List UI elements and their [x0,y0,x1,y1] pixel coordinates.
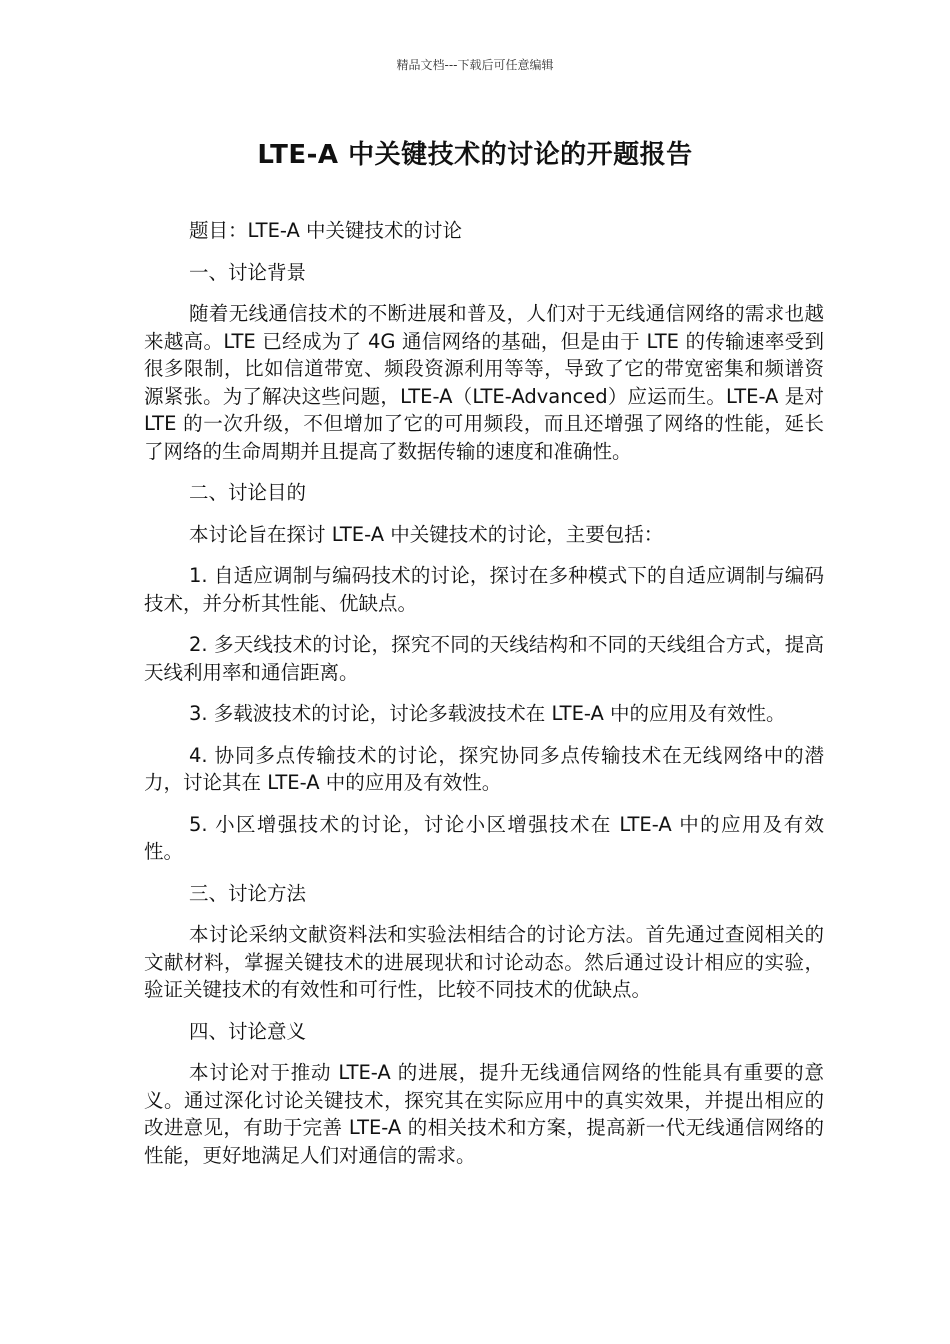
background-paragraph: 随着无线通信技术的不断进展和普及，人们对于无线通信网络的需求也越来越高。LTE 已经成为了 4G 通信网络的基础，但是由于 LTE 的传输速率受到很多限制，比如信道带宽、频段资源利用等等，导致了它的带宽密集和频谱资源紧张。为了解决这些问题，LTE-A（LTE-Advanced）应运而生。LTE-A 是对 LTE 的一次升级，不但增加了它的可用频段，而且还增强了网络的性能，延长了网络的生命周期并且提高了数据传输的速度和准确性。 [144,302,824,463]
section-heading-background: 一、讨论背景 [189,260,307,284]
method-paragraph: 本讨论采纳文献资料法和实验法相结合的讨论方法。首先通过查阅相关的文献材料，掌握关键技术的进展现状和讨论动态。然后通过设计相应的实验，验证关键技术的有效性和可行性，比较不同技术的优缺点。 [144,923,824,1001]
document-body [144,217,824,1183]
section-heading-significance: 四、讨论意义 [189,1019,307,1043]
document-title: LTE-A 中关键技术的讨论的开题报告 [257,140,693,170]
purpose-item-3: 3. 多载波技术的讨论，讨论多载波技术在 LTE-A 中的应用及有效性。 [189,702,786,725]
significance-paragraph: 本讨论对于推动 LTE-A 的进展，提升无线通信网络的性能具有重要的意义。通过深化讨论关键技术，探究其在实际应用中的真实效果，并提出相应的改进意见，有助于完善 LTE-A 的相关技术和方案，提高新一代无线通信网络的性能，更好地满足人们对通信的需求。 [144,1061,824,1167]
section-heading-purpose: 二、讨论目的 [189,481,307,504]
purpose-item-4: 4. 协同多点传输技术的讨论，探究协同多点传输技术在无线网络中的潜力，讨论其在 LTE-A 中的应用及有效性。 [144,743,824,794]
purpose-item-1: 1. 自适应调制与编码技术的讨论，探讨在多种模式下的自适应调制与编码技术，并分析其性能、优缺点。 [144,564,824,615]
section-heading-method: 三、讨论方法 [189,881,307,905]
purpose-intro: 本讨论旨在探讨 LTE-A 中关键技术的讨论，主要包括： [189,522,664,546]
purpose-item-2: 2. 多天线技术的讨论，探究不同的天线结构和不同的天线组合方式，提高天线利用率和通信距离。 [144,633,824,684]
purpose-item-5: 5. 小区增强技术的讨论，讨论小区增强技术在 LTE-A 中的应用及有效性。 [144,812,824,863]
header-note: 精品文档---下载后可任意编辑 [396,58,554,72]
topic-line: 题目：LTE-A 中关键技术的讨论 [189,219,463,242]
